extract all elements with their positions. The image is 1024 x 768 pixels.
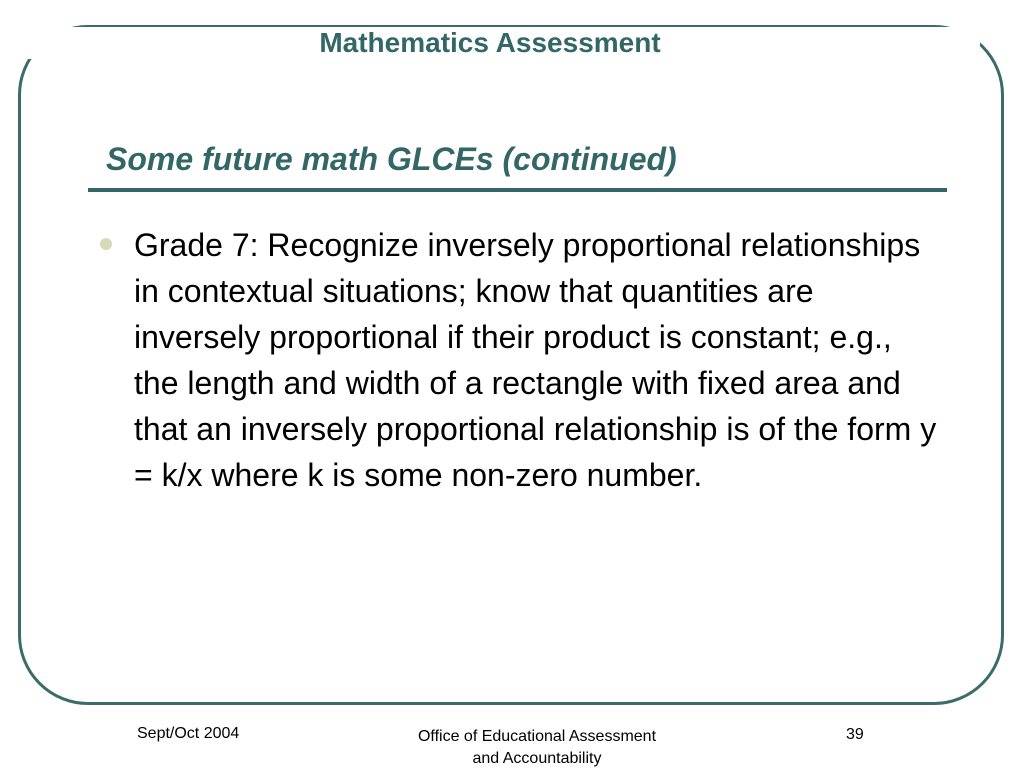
bullet-text: Grade 7: Recognize inversely proportional relationships in contextual situations; know that quantities are inversely proportional if their product is constant; e.g., the length and width of a rectangle with fixed area and that an inversely proportional relationship is of the form y = k/x where k is some non-zero number. xyxy=(134,227,937,493)
header-title-text: Mathematics Assessment xyxy=(313,27,666,58)
footer-page-number: 39 xyxy=(846,726,864,743)
footer-date: Sept/Oct 2004 xyxy=(137,725,240,742)
bullet-list xyxy=(100,222,945,498)
bullet-item xyxy=(100,222,945,498)
footer-office-line1: Office of Educational Assessment xyxy=(417,728,657,745)
title-divider xyxy=(88,188,947,192)
bullet-dot-icon xyxy=(100,238,112,250)
header-title xyxy=(0,27,980,59)
footer-office-line2: and Accountability xyxy=(472,750,602,767)
slide-title: Some future math GLCEs (continued) xyxy=(106,141,677,177)
footer-office xyxy=(370,726,704,768)
